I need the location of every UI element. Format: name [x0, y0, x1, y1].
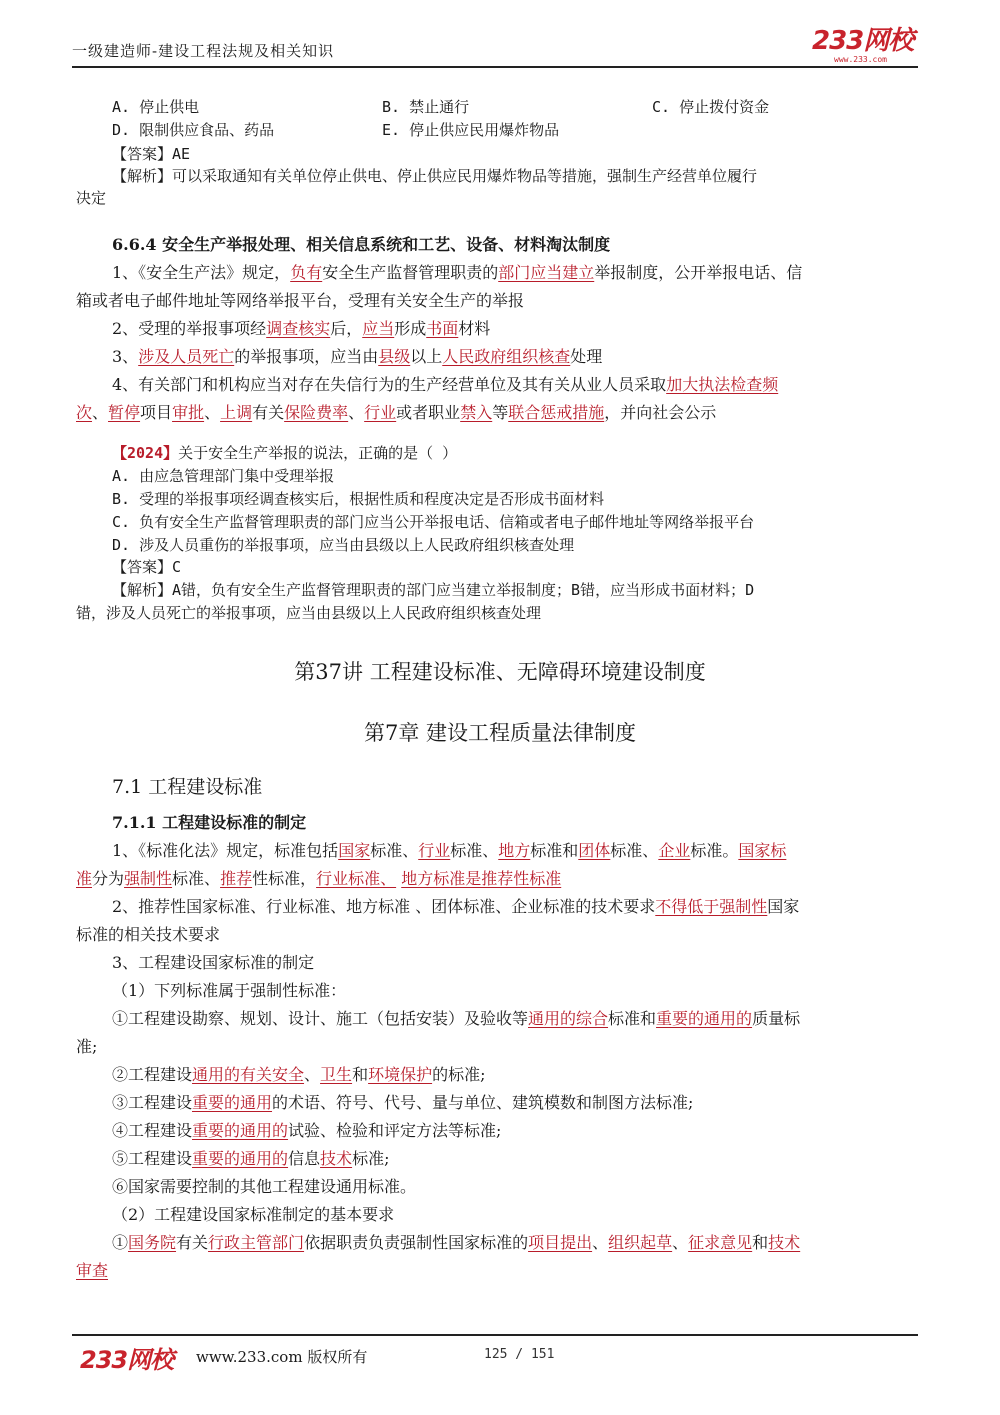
key-term: 重要的通用的 [192, 1121, 289, 1140]
header-divider [72, 66, 918, 68]
q2-option-b: B. 受理的举报事项经调查核实后，根据性质和程度决定是否形成书面材料 [112, 490, 605, 508]
text-run: 的术语、符号、代号、量与单位、建筑模数和制图方法标准; [272, 1093, 694, 1112]
key-term: 保险费率 [284, 403, 349, 422]
q2-analysis-line1 [112, 579, 754, 600]
text-run: 等 [492, 403, 509, 422]
key-term: 加大执法检查频 [666, 375, 779, 394]
key-term: 审查 [76, 1261, 109, 1280]
key-term: 上调 [220, 403, 253, 422]
std-p6 [112, 1230, 800, 1253]
key-term: 重要的通用的 [656, 1009, 753, 1028]
answer-value: C [172, 558, 182, 576]
key-term: 行业 [364, 403, 397, 422]
key-term: 地方标准是推荐性标准 [401, 869, 562, 888]
key-term: 行业 [418, 841, 451, 860]
answer-label: 【答案】 [112, 558, 173, 576]
q2-option-d: D. 涉及人员重伤的举报事项，应当由县级以上人民政府组织核查处理 [112, 536, 575, 554]
key-term: 涉及人员死亡 [138, 347, 235, 366]
key-term: 次 [76, 403, 93, 422]
std-p1 [112, 838, 786, 861]
std-p6-cont [76, 1258, 108, 1281]
q1-option-c: C. 停止拨付资金 [652, 98, 770, 116]
text-run: 有关 [176, 1233, 209, 1252]
std-p2-cont: 标准的相关技术要求 [76, 925, 221, 944]
text-run: 、 [592, 1233, 609, 1252]
q1-analysis-line2: 决定 [76, 189, 107, 207]
logo-text: 233网校 [812, 26, 914, 56]
text-run: 依据职责负责强制性国家标准的 [304, 1233, 529, 1252]
text-run: 和 [752, 1233, 769, 1252]
key-term: 不得低于强制性 [655, 897, 768, 916]
text-run: ，并向社会公示 [604, 403, 717, 422]
text-run: 3、 [112, 347, 139, 366]
text-run: 或者职业 [396, 403, 461, 422]
text-run: 的标准; [432, 1065, 486, 1084]
key-term: 通用的有关安全 [192, 1065, 305, 1084]
text-run: 标准; [352, 1149, 390, 1168]
key-term: 审批 [172, 403, 205, 422]
q1-analysis-line1 [112, 165, 757, 186]
key-term: 应当 [362, 319, 395, 338]
key-term: 地方 [498, 841, 531, 860]
text-run: 2、推荐性国家标准、行业标准、地方标准 、团体标准、企业标准的技术要求 [112, 897, 656, 916]
std-item-6: ⑥国家需要控制的其他工程建设通用标准。 [112, 1177, 417, 1196]
text-run: 4、有关部门和机构应当对存在失信行为的生产经营单位及其有关从业人员采取 [112, 375, 667, 394]
q1-option-d: D. 限制供应食品、药品 [112, 121, 275, 139]
text-run: 标准、 [370, 841, 419, 860]
text-run: 处理 [570, 347, 603, 366]
key-term: 重要的通用的 [192, 1149, 289, 1168]
text-run: 标准和 [530, 841, 579, 860]
key-term: 征求意见 [688, 1233, 753, 1252]
std-item-5 [112, 1146, 389, 1169]
text-run: 、 [304, 1065, 321, 1084]
key-term: 部门应当建立 [498, 263, 595, 282]
key-term: 强制性 [124, 869, 173, 888]
s664-p1 [112, 260, 802, 283]
text-run: 举报制度，公开举报电话、信 [594, 263, 803, 282]
document-header-title: 一级建造师-建设工程法规及相关知识 [72, 42, 335, 60]
key-term: 联合惩戒措施 [508, 403, 605, 422]
text-run: 1、《标准化法》规定，标准包括 [112, 841, 339, 860]
key-term: 行政主管部门 [208, 1233, 305, 1252]
text-run: 有关 [252, 403, 285, 422]
key-term: 暂停 [108, 403, 141, 422]
key-term: 推荐 [220, 869, 253, 888]
key-term: 县级 [378, 347, 411, 366]
key-term: 行业标准、 [316, 869, 397, 888]
text-run: ①工程建设勘察、规划、设计、施工（包括安装）及验收等 [112, 1009, 529, 1028]
q1-option-a: A. 停止供电 [112, 98, 200, 116]
text-run: 分为 [92, 869, 125, 888]
question-text: 关于安全生产举报的说法，正确的是（ ） [178, 444, 458, 462]
key-term: 卫生 [320, 1065, 353, 1084]
logo-url: www.233.com [834, 55, 887, 64]
std-p5: （2）工程建设国家标准制定的基本要求 [112, 1205, 395, 1224]
text-run: ③工程建设 [112, 1093, 193, 1112]
footer-logo: 233网校 [80, 1346, 174, 1374]
key-term: 通用的综合 [528, 1009, 609, 1028]
page-number: 125 / 151 [484, 1347, 555, 1362]
text-run: ① [112, 1233, 129, 1252]
key-term: 国家 [338, 841, 371, 860]
std-item-2 [112, 1062, 486, 1085]
chapter-title: 第7章 建设工程质量法律制度 [363, 721, 637, 745]
q2-analysis-line2: 错，涉及人员死亡的举报事项，应当由县级以上人民政府组织核查处理 [76, 604, 542, 622]
key-term: 技术 [768, 1233, 801, 1252]
section-7-1-title: 7.1 工程建设标准 [112, 776, 263, 798]
key-term: 禁入 [460, 403, 493, 422]
q1-option-b: B. 禁止通行 [382, 98, 470, 116]
text-run: 、 [204, 403, 221, 422]
analysis-text: A错，负有安全生产监督管理职责的部门应当建立举报制度；B错，应当形成书面材料；D [172, 581, 755, 599]
answer-value: AE [172, 145, 191, 163]
std-p1-cont [76, 866, 561, 889]
text-run: 标准、 [450, 841, 499, 860]
analysis-label: 【解析】 [112, 581, 173, 599]
s664-p4 [112, 372, 778, 395]
s664-p1-cont: 箱或者电子邮件地址等网络举报平台，受理有关安全生产的举报 [76, 291, 525, 310]
std-p2 [112, 894, 799, 917]
footer-divider [72, 1334, 918, 1336]
text-run: 以上 [410, 347, 443, 366]
q2-option-c: C. 负有安全生产监督管理职责的部门应当公开举报电话、信箱或者电子邮件地址等网络举报平台 [112, 513, 755, 531]
key-term: 国务院 [128, 1233, 177, 1252]
q1-answer [112, 143, 190, 164]
q2-stem [112, 442, 457, 463]
section-7-1-1-title: 7.1.1 工程建设标准的制定 [112, 813, 307, 832]
s664-p2 [112, 316, 490, 339]
text-run: 标准。 [690, 841, 739, 860]
key-term: 项目提出 [528, 1233, 593, 1252]
exam-year-badge: 【2024】 [112, 444, 179, 462]
text-run: 后， [330, 319, 363, 338]
text-run: 项目 [140, 403, 173, 422]
text-run: ⑤工程建设 [112, 1149, 193, 1168]
text-run: 、 [348, 403, 365, 422]
text-run: ④工程建设 [112, 1121, 193, 1140]
text-run: 的举报事项，应当由 [234, 347, 379, 366]
text-run: 信息 [288, 1149, 321, 1168]
text-run: ②工程建设 [112, 1065, 193, 1084]
text-run: 形成 [394, 319, 427, 338]
key-term: 准 [76, 869, 93, 888]
text-run: 、 [672, 1233, 689, 1252]
key-term: 国家标 [738, 841, 787, 860]
s664-p3 [112, 344, 602, 367]
q2-option-a: A. 由应急管理部门集中受理举报 [112, 467, 335, 485]
key-term: 书面 [426, 319, 459, 338]
analysis-label: 【解析】 [112, 167, 173, 185]
brand-logo [812, 26, 924, 68]
key-term: 企业 [658, 841, 691, 860]
key-term: 重要的通用 [192, 1093, 273, 1112]
text-run: 性标准， [252, 869, 317, 888]
text-run: 标准、 [172, 869, 221, 888]
lecture-title: 第37讲 工程建设标准、无障碍环境建设制度 [294, 660, 706, 684]
key-term: 组织起草 [608, 1233, 673, 1252]
std-item-3 [112, 1090, 693, 1113]
text-run: 材料 [458, 319, 491, 338]
std-item-1-cont: 准; [76, 1037, 98, 1056]
text-run: 质量标 [752, 1009, 801, 1028]
text-run: 2、受理的举报事项经 [112, 319, 267, 338]
key-term: 环境保护 [368, 1065, 433, 1084]
text-run: 标准和 [608, 1009, 657, 1028]
section-664-title: 6.6.4 安全生产举报处理、相关信息系统和工艺、设备、材料淘汰制度 [112, 235, 611, 254]
text-run: 和 [352, 1065, 369, 1084]
s664-p4-cont [76, 400, 716, 423]
std-p4: （1）下列标准属于强制性标准： [112, 981, 347, 1000]
key-term: 人民政府组织核查 [442, 347, 571, 366]
q1-option-e: E. 停止供应民用爆炸物品 [382, 121, 560, 139]
text-run: 、 [92, 403, 109, 422]
text-run: 试验、检验和评定方法等标准; [288, 1121, 502, 1140]
footer-copyright: www.233.com 版权所有 [196, 1348, 368, 1366]
key-term: 负有 [290, 263, 323, 282]
analysis-text: 可以采取通知有关单位停止供电、停止供应民用爆炸物品等措施，强制生产经营单位履行 [172, 167, 758, 185]
text-run: 标准、 [610, 841, 659, 860]
key-term: 调查核实 [266, 319, 331, 338]
key-term: 团体 [578, 841, 611, 860]
text-run: 1、《安全生产法》规定， [112, 263, 291, 282]
text-run: 安全生产监督管理职责的 [322, 263, 499, 282]
std-item-1 [112, 1006, 800, 1029]
answer-label: 【答案】 [112, 145, 173, 163]
text-run: 国家 [767, 897, 800, 916]
std-p3: 3、工程建设国家标准的制定 [112, 953, 315, 972]
q2-answer [112, 556, 181, 577]
key-term: 技术 [320, 1149, 353, 1168]
std-item-4 [112, 1118, 501, 1141]
